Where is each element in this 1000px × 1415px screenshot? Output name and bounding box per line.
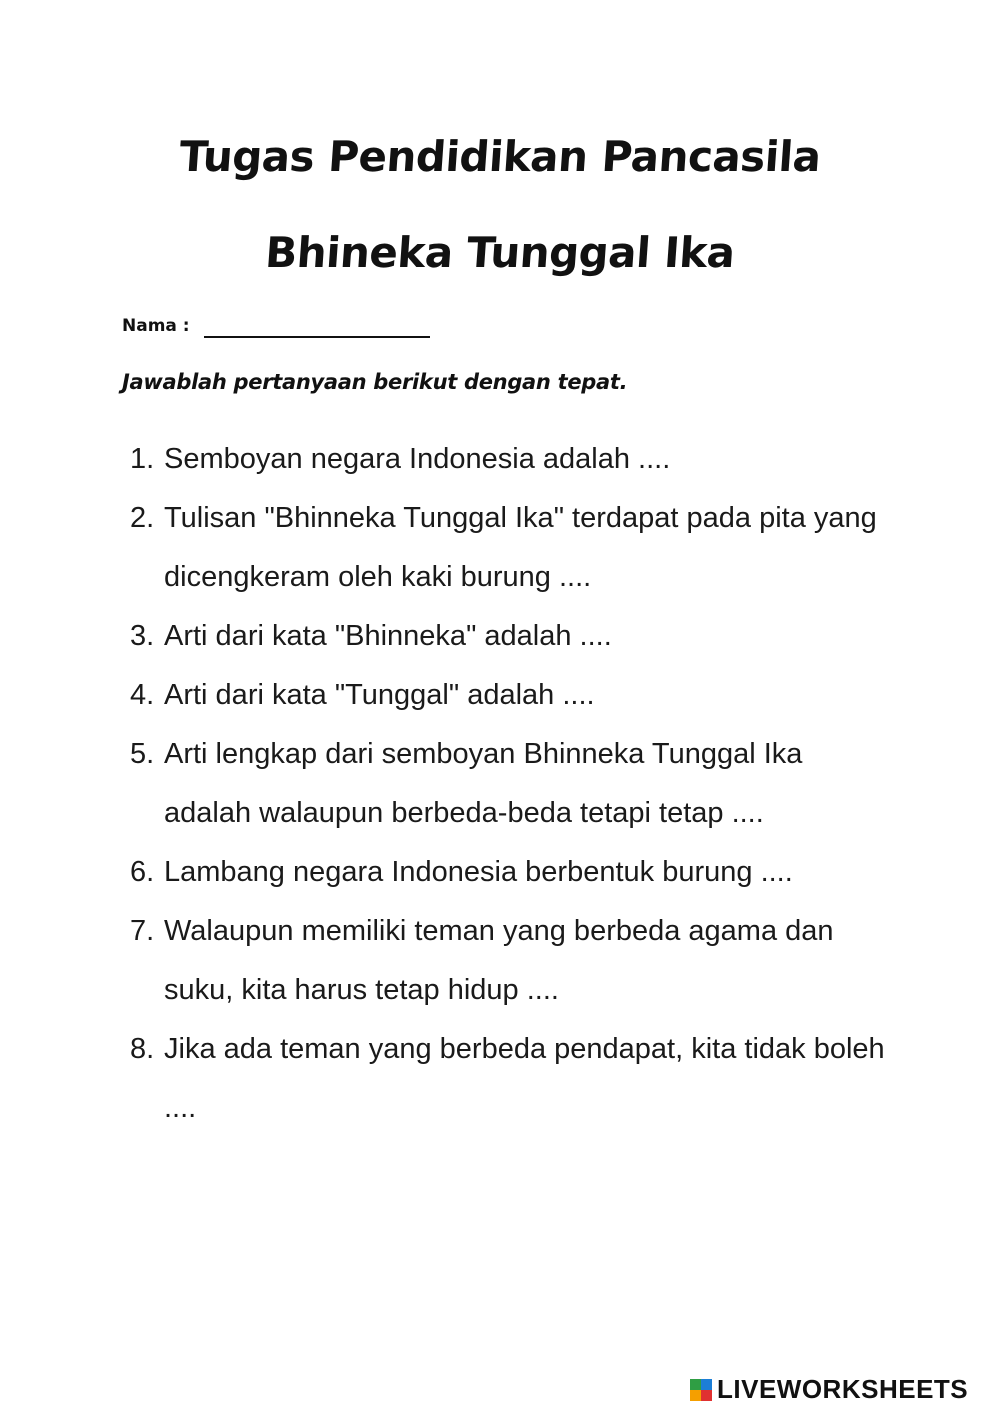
question-text: Walaupun memiliki teman yang berbeda agama dan suku, kita harus tetap hidup .... [164, 915, 834, 1006]
name-field-row [122, 316, 430, 338]
brand-text: LIVEWORKSHEETS [717, 1374, 969, 1404]
question-item [130, 902, 890, 1020]
question-number: 2. [130, 502, 155, 534]
question-number: 4. [130, 679, 155, 711]
question-item [130, 666, 890, 725]
instruction-text: Jawablah pertanyaan berikut dengan tepat. [122, 370, 628, 394]
question-text: Arti lengkap dari semboyan Bhinneka Tunggal Ika adalah walaupun berbeda-beda tetapi tetap .... [164, 738, 803, 829]
question-number: 5. [130, 738, 155, 770]
liveworksheets-brand[interactable] [690, 1374, 968, 1405]
question-text: Tulisan "Bhinneka Tunggal Ika" terdapat pada pita yang dicengkeram oleh kaki burung .... [164, 502, 877, 593]
question-item [130, 843, 890, 902]
question-number: 3. [130, 620, 155, 652]
liveworksheets-logo-icon [690, 1379, 712, 1401]
question-list [130, 430, 890, 1138]
question-number: 6. [130, 856, 155, 888]
page-subtitle: Bhineka Tunggal Ika [263, 228, 737, 277]
question-item [130, 607, 890, 666]
question-text: Arti dari kata "Bhinneka" adalah .... [164, 620, 612, 652]
page-title: Tugas Pendidikan Pancasila [177, 132, 823, 181]
question-text: Arti dari kata "Tunggal" adalah .... [164, 679, 595, 711]
question-item [130, 1020, 890, 1138]
question-text: Jika ada teman yang berbeda pendapat, kita tidak boleh .... [164, 1033, 885, 1124]
question-item [130, 430, 890, 489]
name-label: Nama : [122, 316, 190, 336]
question-item [130, 489, 890, 607]
question-number: 1. [130, 443, 155, 475]
question-item [130, 725, 890, 843]
name-input-line[interactable] [204, 316, 430, 338]
question-text: Semboyan negara Indonesia adalah .... [164, 443, 671, 475]
question-number: 7. [130, 915, 155, 947]
question-text: Lambang negara Indonesia berbentuk burung .... [164, 856, 793, 888]
question-number: 8. [130, 1033, 155, 1065]
